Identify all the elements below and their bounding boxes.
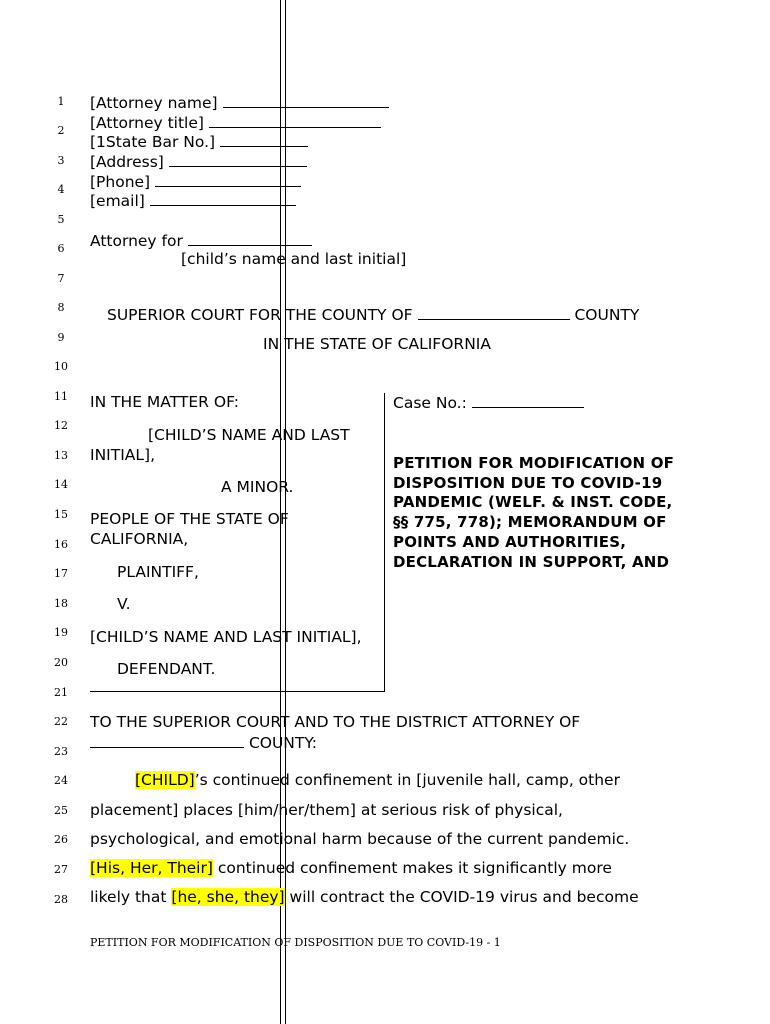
body-text: ’s continued confinement in [juvenile hall, camp, other [194,771,620,789]
attorney-title-label: [Attorney title] [90,114,204,132]
caption-matter: IN THE MATTER OF: [90,393,239,411]
body-line-24 [135,771,620,789]
line-number: 17 [54,567,68,580]
line-number: 4 [57,183,65,196]
line-number: 18 [54,597,68,610]
line-number: 3 [57,154,65,167]
line-number: 15 [54,508,68,521]
line-number: 10 [54,360,68,373]
line-number: 9 [57,331,65,344]
attorney-email-line [90,191,296,210]
line-number: 6 [57,242,65,255]
court-heading-county: COUNTY [574,306,640,324]
pronoun-placeholder-highlight: [His, Her, Their] [90,859,213,877]
county-field[interactable] [418,305,570,320]
line-number: 8 [57,301,65,314]
line-number: 14 [54,478,68,491]
page-footer: PETITION FOR MODIFICATION OF DISPOSITION DUE TO COVID-19 - 1 [90,936,501,949]
attorney-email-field[interactable] [150,191,296,206]
attorney-bar-line [90,132,308,151]
line-number: 22 [54,715,68,728]
attorney-for-field[interactable] [188,231,312,246]
attorney-name-line [90,93,389,112]
body-line-28 [90,888,639,906]
address-county-label: COUNTY: [248,734,317,752]
child-placeholder-highlight: [CHILD] [135,771,195,789]
court-heading-text: SUPERIOR COURT FOR THE COUNTY OF [107,306,413,324]
body-text: will contract the COVID-19 virus and become [284,888,639,906]
case-number-line [393,393,584,412]
line-number: 27 [54,863,68,876]
body-text: continued confinement makes it significantly more [212,859,612,877]
line-number: 24 [54,774,68,787]
attorney-for-line [90,231,312,250]
line-number: 16 [54,538,68,551]
line-number: 7 [57,272,65,285]
caption-people-a: PEOPLE OF THE STATE OF [90,510,289,528]
attorney-title-line [90,113,381,132]
court-heading-line-2: IN THE STATE OF CALIFORNIA [263,335,491,353]
caption-child-name-b: INITIAL], [90,446,155,464]
district-attorney-county-field[interactable] [90,733,244,748]
line-number: 19 [54,626,68,639]
body-line-26: psychological, and emotional harm because of the current pandemic. [90,830,630,848]
pronoun-placeholder-highlight: [he, she, they] [171,888,285,906]
court-heading-line-1 [107,305,639,324]
body-text: likely that [90,888,172,906]
attorney-address-label: [Address] [90,153,164,171]
line-number: 12 [54,419,68,432]
caption-minor: A MINOR. [221,478,294,496]
caption-child-name-2: [CHILD’S NAME AND LAST INITIAL], [90,628,362,646]
caption-people-b: CALIFORNIA, [90,530,189,548]
line-number: 11 [54,390,68,403]
body-line-27 [90,859,612,877]
attorney-bar-label: [1State Bar No.] [90,133,216,151]
line-number: 2 [57,124,65,137]
line-number: 25 [54,804,68,817]
attorney-phone-label: [Phone] [90,173,151,191]
caption-versus: V. [117,595,131,613]
address-line-1: TO THE SUPERIOR COURT AND TO THE DISTRICT ATTORNEY OF [90,713,581,731]
attorney-title-field[interactable] [209,113,381,128]
line-number: 21 [54,686,68,699]
child-name-placeholder: [child’s name and last initial] [181,250,407,268]
line-number: 20 [54,656,68,669]
line-number: 1 [57,95,65,108]
attorney-name-field[interactable] [223,93,389,108]
caption-divider-horizontal [90,691,385,692]
attorney-address-field[interactable] [169,152,307,167]
attorney-email-label: [email] [90,192,145,210]
body-line-25: placement] places [him/her/them] at serious risk of physical, [90,801,563,819]
line-number: 26 [54,833,68,846]
document-title: PETITION FOR MODIFICATION OF DISPOSITION DUE TO COVID-19 PANDEMIC (WELF. & INST. CODE, §§ 775, 778); MEMORANDUM OF POINTS AND AUTHORITIES, DECLARATION IN SUPPORT, AND [393,454,675,571]
line-number: 5 [57,213,65,226]
attorney-bar-field[interactable] [220,132,308,147]
attorney-phone-line [90,172,301,191]
line-number: 28 [54,893,68,906]
case-number-label: Case No.: [393,394,467,412]
caption-defendant: DEFENDANT. [117,660,216,678]
attorney-for-label: Attorney for [90,232,183,250]
line-number: 23 [54,745,68,758]
line-number: 13 [54,449,68,462]
case-number-field[interactable] [472,393,584,408]
attorney-name-label: [Attorney name] [90,94,218,112]
caption-plaintiff: PLAINTIFF, [117,563,199,581]
caption-child-name-a: [CHILD’S NAME AND LAST [148,426,350,444]
caption-divider-vertical [384,393,385,691]
attorney-phone-field[interactable] [155,172,301,187]
attorney-address-line [90,152,307,171]
address-line-2 [90,733,317,752]
